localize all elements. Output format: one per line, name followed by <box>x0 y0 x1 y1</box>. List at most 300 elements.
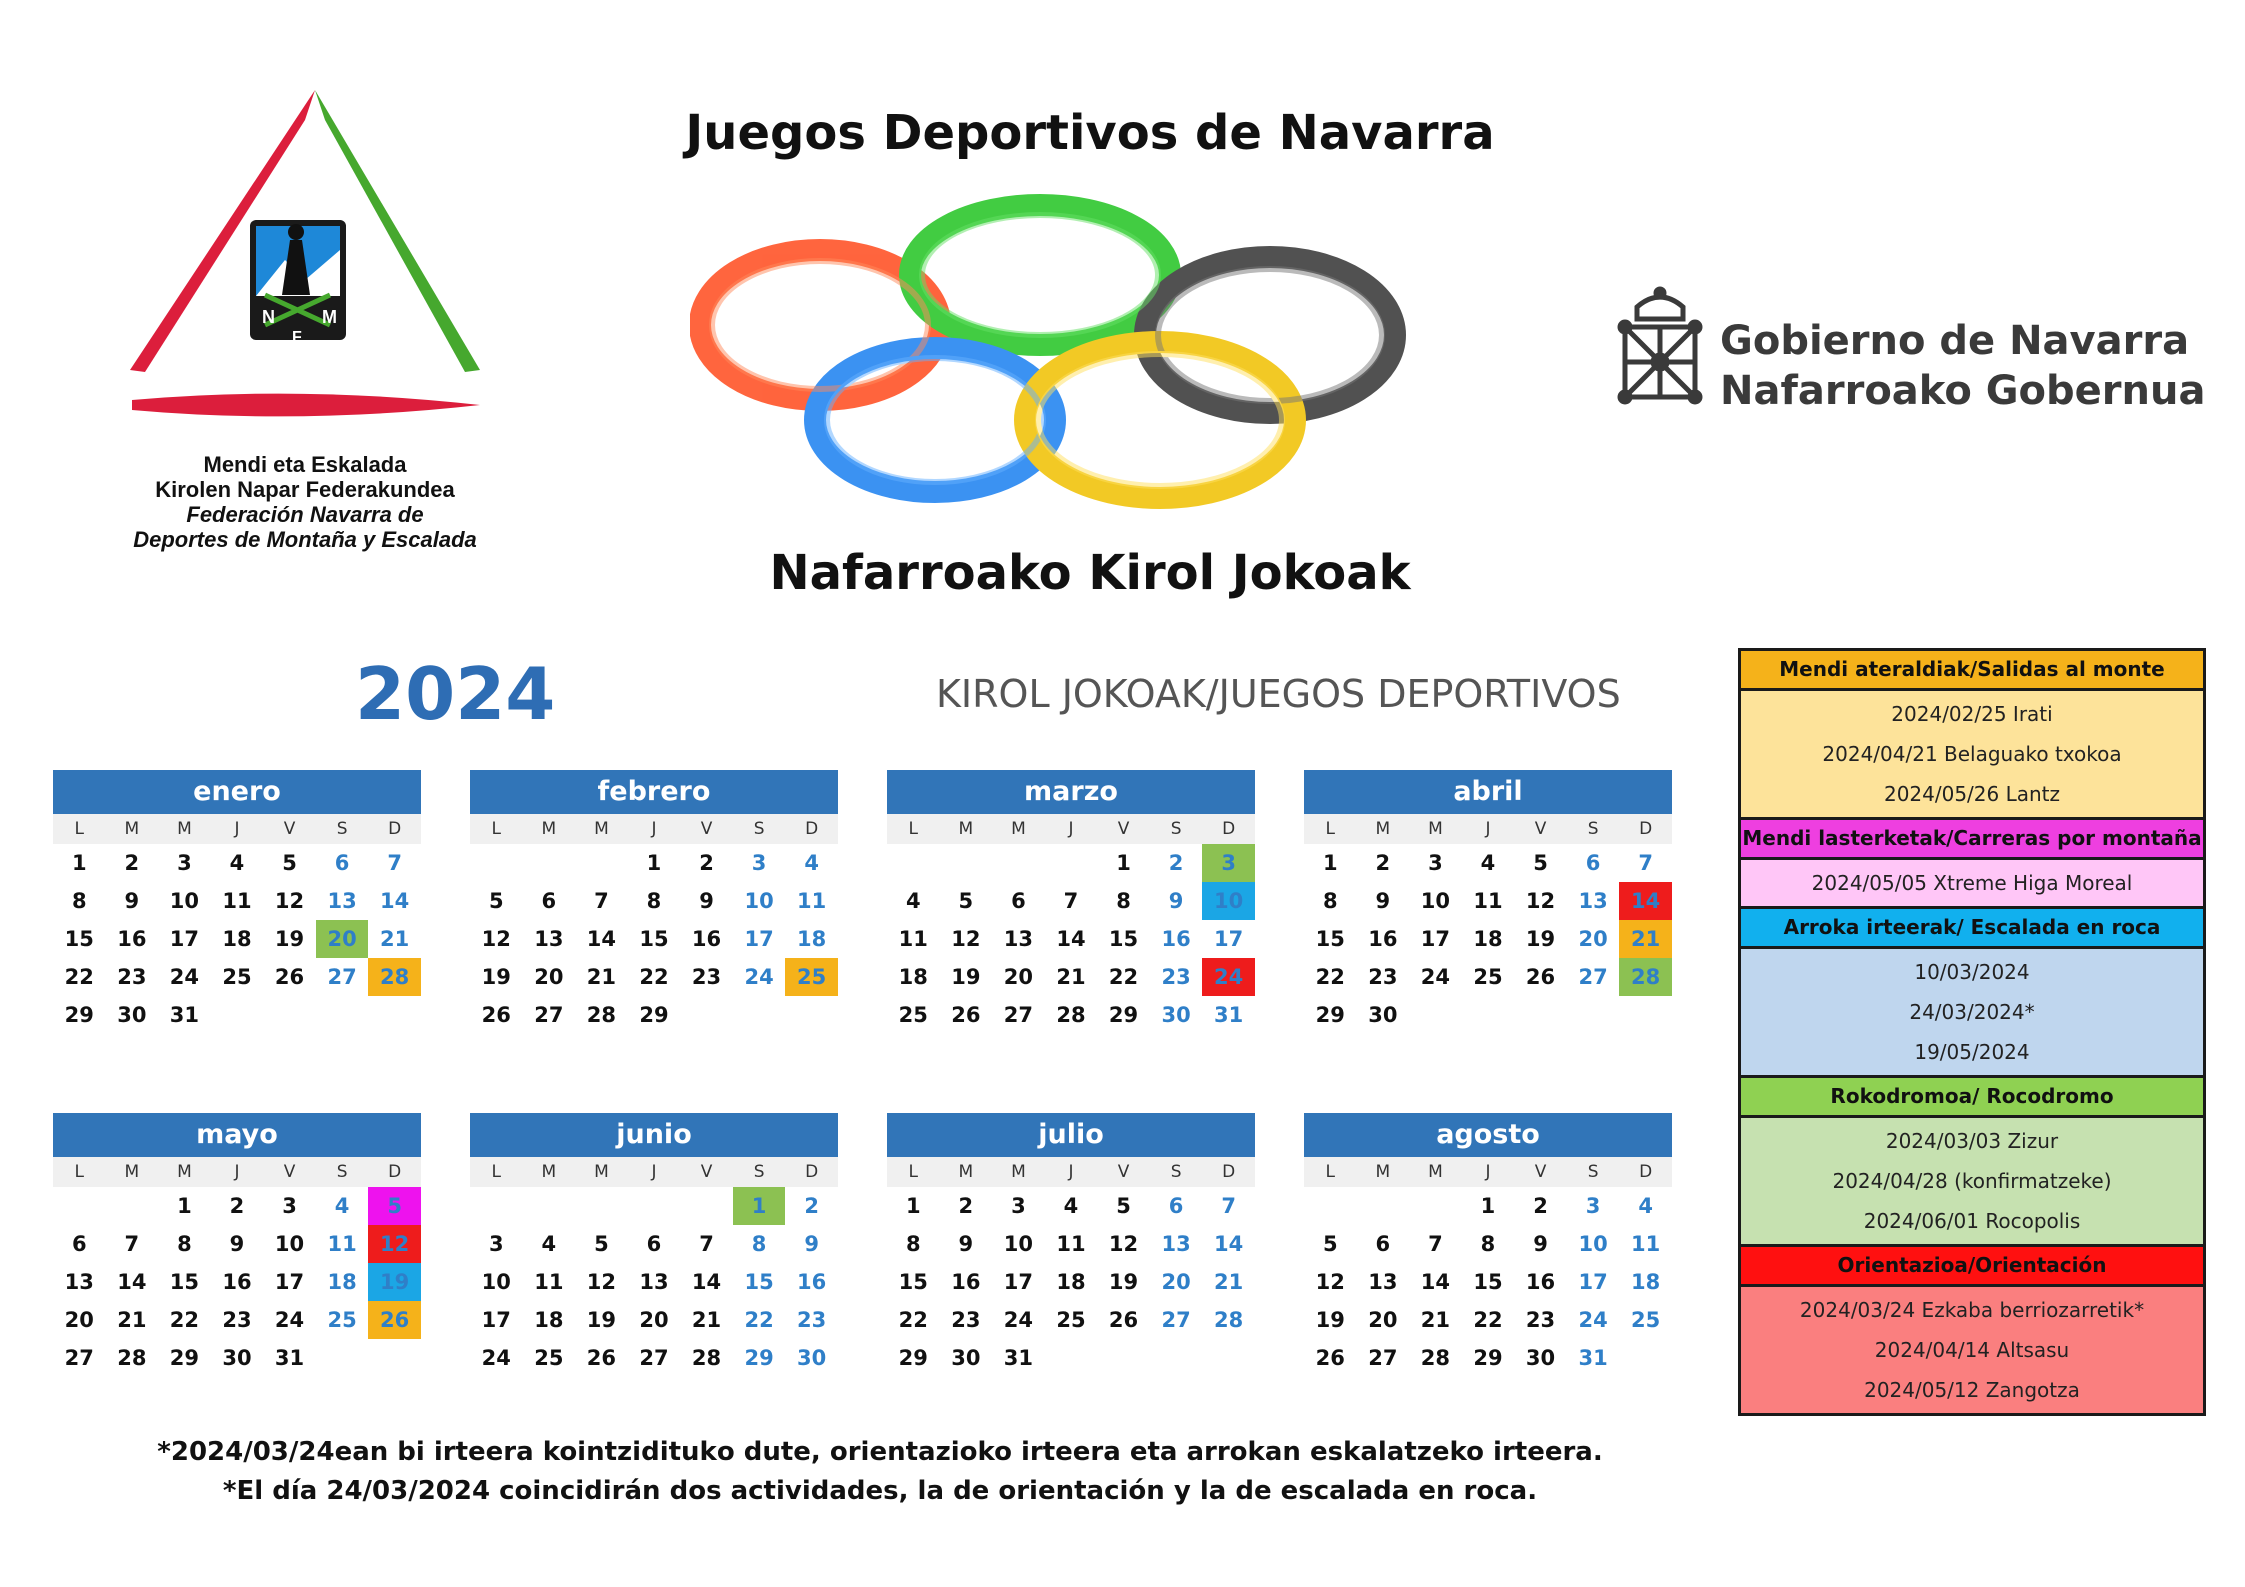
day-cell: 1 <box>177 1194 192 1218</box>
empty-day <box>1409 996 1462 1034</box>
empty-day <box>368 996 421 1034</box>
federation-name-line3: Federación Navarra de <box>186 502 424 527</box>
legend-event: 24/03/2024* <box>1909 1000 2035 1024</box>
weekday-label: J <box>1068 819 1074 839</box>
day-cell: 8 <box>751 1232 767 1256</box>
day-cell: 7 <box>1063 889 1079 913</box>
legend-event: 2024/02/25 Irati <box>1891 702 2053 726</box>
day-cell: 24 <box>1420 965 1451 989</box>
day-cell: 29 <box>744 1346 774 1370</box>
day-cell: 31 <box>169 1003 200 1027</box>
day-cell: 20 <box>1368 1308 1398 1332</box>
month-name: junio <box>470 1113 838 1157</box>
weekday-label: V <box>1117 1162 1130 1182</box>
week-row <box>53 882 421 920</box>
day-cell: 13 <box>1578 889 1608 913</box>
weekday-label: D <box>1639 1162 1653 1182</box>
day-cell: 30 <box>951 1346 981 1370</box>
weekday-label: V <box>1534 1162 1547 1182</box>
day-cell: 1 <box>1116 851 1131 875</box>
government-name-es: Gobierno de Navarra <box>1720 318 2190 364</box>
day-cell: 28 <box>691 1346 722 1370</box>
weekday-label: D <box>805 819 819 839</box>
day-cell: 12 <box>274 889 305 913</box>
day-cell: 5 <box>1116 1194 1131 1218</box>
day-cell: 5 <box>958 889 974 913</box>
week-row <box>1304 1263 1672 1301</box>
day-cell: 29 <box>1108 1003 1139 1027</box>
day-cell: 8 <box>1116 889 1131 913</box>
week-row <box>887 1263 1255 1301</box>
day-cell: 14 <box>117 1270 147 1294</box>
day-cell: 10 <box>481 1270 511 1294</box>
week-row <box>1304 844 1672 882</box>
month-april <box>1304 770 1672 1034</box>
day-cell: 12 <box>1108 1232 1139 1256</box>
day-cell: 18 <box>1473 927 1503 951</box>
weekday-label: J <box>651 819 657 839</box>
day-cell: 14 <box>1619 882 1672 920</box>
empty-day <box>1357 1187 1410 1225</box>
week-row <box>887 1301 1255 1339</box>
week-row <box>887 844 1255 882</box>
weekday-header <box>1304 814 1672 844</box>
day-cell: 2 <box>1533 1194 1548 1218</box>
day-cell: 10 <box>1003 1232 1034 1256</box>
month-july <box>887 1113 1255 1377</box>
month-march <box>887 770 1255 1034</box>
day-cell: 27 <box>534 1003 564 1027</box>
day-cell: 25 <box>222 965 252 989</box>
day-cell: 20 <box>1578 927 1608 951</box>
week-row <box>470 920 838 958</box>
day-cell: 23 <box>1525 1308 1556 1332</box>
day-cell: 13 <box>639 1270 669 1294</box>
day-cell: 9 <box>1533 1232 1548 1256</box>
day-cell: 25 <box>1631 1308 1661 1332</box>
federation-name-line4: Deportes de Montaña y Escalada <box>133 527 477 552</box>
weekday-label: L <box>908 819 919 839</box>
weekday-label: L <box>1325 819 1336 839</box>
calendar-year: 2024 <box>355 652 556 736</box>
day-cell: 8 <box>1480 1232 1496 1256</box>
day-cell: 22 <box>64 965 94 989</box>
day-cell: 27 <box>1368 1346 1398 1370</box>
day-cell: 12 <box>481 927 511 951</box>
day-cell: 5 <box>488 889 504 913</box>
day-cell: 13 <box>327 889 357 913</box>
day-cell: 17 <box>1214 927 1244 951</box>
day-cell: 3 <box>1202 844 1255 882</box>
day-cell: 11 <box>797 889 827 913</box>
week-row <box>887 882 1255 920</box>
empty-day <box>887 844 940 882</box>
day-cell: 17 <box>274 1270 305 1294</box>
day-cell: 31 <box>274 1346 305 1370</box>
day-cell: 29 <box>1315 1003 1345 1027</box>
day-cell: 11 <box>1056 1232 1086 1256</box>
day-cell: 11 <box>222 889 252 913</box>
weekday-label: S <box>336 1162 348 1182</box>
federation-logo <box>100 80 510 550</box>
legend-category-header: Orientazioa/Orientación <box>1741 1247 2203 1287</box>
week-row <box>53 996 421 1034</box>
month-name: enero <box>53 770 421 814</box>
empty-day <box>1202 1339 1255 1377</box>
day-cell: 28 <box>117 1346 147 1370</box>
day-cell: 24 <box>169 965 200 989</box>
week-row <box>470 1187 838 1225</box>
day-cell: 26 <box>951 1003 981 1027</box>
weekday-label: L <box>74 1162 85 1182</box>
empty-day <box>1619 996 1672 1034</box>
empty-day <box>470 1187 523 1225</box>
day-cell: 7 <box>124 1232 140 1256</box>
day-cell: 3 <box>488 1232 504 1256</box>
weekday-label: V <box>283 819 296 839</box>
day-cell: 8 <box>1322 889 1338 913</box>
weekday-label: D <box>388 1162 402 1182</box>
day-cell: 14 <box>1056 927 1086 951</box>
empty-day <box>263 996 316 1034</box>
day-cell: 20 <box>639 1308 669 1332</box>
day-cell: 12 <box>951 927 981 951</box>
empty-day <box>523 1187 576 1225</box>
weekday-header <box>1304 1157 1672 1187</box>
day-cell: 1 <box>733 1187 786 1225</box>
empty-day <box>316 1339 369 1377</box>
day-cell: 18 <box>797 927 827 951</box>
day-cell: 15 <box>1108 927 1139 951</box>
weekday-label: M <box>958 819 974 839</box>
week-row <box>887 1225 1255 1263</box>
empty-day <box>680 1187 733 1225</box>
day-cell: 3 <box>1428 851 1443 875</box>
day-cell: 20 <box>1161 1270 1191 1294</box>
day-cell: 9 <box>699 889 714 913</box>
weekday-label: M <box>1011 1162 1026 1182</box>
day-cell: 15 <box>639 927 669 951</box>
empty-day <box>575 1187 628 1225</box>
day-cell: 16 <box>117 927 147 951</box>
day-cell: 21 <box>1214 1270 1244 1294</box>
week-row <box>470 1225 838 1263</box>
day-cell: 19 <box>951 965 981 989</box>
weekday-label: M <box>124 1162 140 1182</box>
weekday-header <box>53 814 421 844</box>
week-row <box>53 1263 421 1301</box>
day-cell: 23 <box>222 1308 252 1332</box>
day-cell: 27 <box>1161 1308 1191 1332</box>
day-cell: 6 <box>541 889 557 913</box>
day-cell: 2 <box>1168 851 1184 875</box>
weekday-label: M <box>1375 819 1391 839</box>
day-cell: 8 <box>177 1232 192 1256</box>
day-cell: 25 <box>785 958 838 996</box>
day-cell: 30 <box>222 1346 252 1370</box>
day-cell: 10 <box>1578 1232 1608 1256</box>
weekday-label: S <box>1170 1162 1182 1182</box>
week-row <box>887 958 1255 996</box>
day-cell: 1 <box>646 851 662 875</box>
day-cell: 28 <box>1420 1346 1451 1370</box>
day-cell: 20 <box>64 1308 94 1332</box>
day-cell: 26 <box>274 965 305 989</box>
day-cell: 29 <box>64 1003 94 1027</box>
weekday-label: D <box>1639 819 1653 839</box>
week-row <box>1304 1187 1672 1225</box>
day-cell: 4 <box>1638 1194 1653 1218</box>
empty-day <box>1567 996 1620 1034</box>
day-cell: 30 <box>1525 1346 1556 1370</box>
day-cell: 4 <box>541 1232 557 1256</box>
week-row <box>53 1339 421 1377</box>
day-cell: 1 <box>71 851 87 875</box>
day-cell: 15 <box>898 1270 928 1294</box>
day-cell: 30 <box>1368 1003 1398 1027</box>
week-row <box>887 1339 1255 1377</box>
logo-letter-f: F <box>292 329 302 346</box>
day-cell: 24 <box>481 1346 511 1370</box>
day-cell: 15 <box>169 1270 200 1294</box>
weekday-label: S <box>753 1162 765 1182</box>
day-cell: 28 <box>1619 958 1672 996</box>
calendar-title: KIROL JOKOAK/JUEGOS DEPORTIVOS <box>936 672 1621 716</box>
empty-day <box>368 1339 421 1377</box>
ring-green <box>910 205 1170 345</box>
day-cell: 26 <box>481 1003 511 1027</box>
day-cell: 20 <box>316 920 369 958</box>
empty-day <box>1150 1339 1203 1377</box>
day-cell: 22 <box>744 1308 774 1332</box>
footnote-basque: *2024/03/24ean bi irteera kointziditukо dute, orientazioko irteera eta arrokan eskalatzeko irteera. <box>157 1437 1603 1467</box>
day-cell: 31 <box>1003 1346 1034 1370</box>
day-cell: 1 <box>1322 851 1338 875</box>
page-subtitle: Nafarroako Kirol Jokoak <box>769 545 1411 601</box>
legend-category-header: Mendi lasterketak/Carreras por montaña <box>1741 820 2203 860</box>
day-cell: 16 <box>1368 927 1398 951</box>
rings-graphic <box>690 180 1510 530</box>
weekday-label: S <box>1587 819 1599 839</box>
weekday-header <box>470 814 838 844</box>
empty-day <box>211 996 264 1034</box>
day-cell: 19 <box>274 927 305 951</box>
day-cell: 26 <box>1525 965 1556 989</box>
day-cell: 11 <box>327 1232 357 1256</box>
legend-category-items <box>1741 1118 2203 1247</box>
day-cell: 10 <box>169 889 200 913</box>
activity-legend <box>1738 648 2206 1416</box>
day-cell: 5 <box>594 1232 609 1256</box>
day-cell: 27 <box>639 1346 669 1370</box>
day-cell: 22 <box>639 965 669 989</box>
day-cell: 22 <box>169 1308 200 1332</box>
day-cell: 4 <box>334 1194 350 1218</box>
legend-event: 2024/05/26 Lantz <box>1883 782 2061 806</box>
day-cell: 28 <box>368 958 421 996</box>
weekday-label: M <box>594 1162 609 1182</box>
empty-day <box>1409 1187 1462 1225</box>
day-cell: 8 <box>905 1232 921 1256</box>
weekday-label: M <box>1011 819 1026 839</box>
week-row <box>1304 958 1672 996</box>
day-cell: 17 <box>1003 1270 1034 1294</box>
legend-event: 2024/04/28 (konfirmatzeke) <box>1832 1169 2112 1193</box>
day-cell: 5 <box>368 1187 421 1225</box>
weekday-label: M <box>1428 1162 1443 1182</box>
legend-category-header: Mendi ateraldiak/Salidas al monte <box>1741 651 2203 691</box>
day-cell: 18 <box>898 965 928 989</box>
page-title: Juegos Deportivos de Navarra <box>685 105 1495 161</box>
day-cell: 10 <box>274 1232 305 1256</box>
week-row <box>1304 882 1672 920</box>
empty-day <box>940 844 993 882</box>
day-cell: 31 <box>1214 1003 1244 1027</box>
weekday-header <box>887 1157 1255 1187</box>
weekday-label: M <box>177 1162 192 1182</box>
weekday-label: L <box>1325 1162 1336 1182</box>
day-cell: 2 <box>124 851 140 875</box>
empty-day <box>470 844 523 882</box>
day-cell: 28 <box>1056 1003 1086 1027</box>
week-row <box>53 920 421 958</box>
month-february <box>470 770 838 1034</box>
empty-day <box>1462 996 1515 1034</box>
weekday-label: L <box>491 819 502 839</box>
day-cell: 30 <box>117 1003 147 1027</box>
weekday-header <box>887 814 1255 844</box>
day-cell: 25 <box>1473 965 1503 989</box>
month-name: agosto <box>1304 1113 1672 1157</box>
day-cell: 13 <box>1003 927 1034 951</box>
day-cell: 27 <box>327 965 357 989</box>
weekday-label: M <box>594 819 609 839</box>
empty-day <box>1097 1339 1150 1377</box>
legend-category-header: Rokodromoa/ Rocodromo <box>1741 1078 2203 1118</box>
empty-day <box>53 1187 106 1225</box>
day-cell: 19 <box>1525 927 1556 951</box>
month-name: febrero <box>470 770 838 814</box>
day-cell: 10 <box>744 889 774 913</box>
day-cell: 6 <box>1585 851 1601 875</box>
day-cell: 6 <box>71 1232 87 1256</box>
empty-day <box>785 996 838 1034</box>
government-name-eu: Nafarroako Gobernua <box>1720 368 2206 414</box>
day-cell: 26 <box>368 1301 421 1339</box>
day-cell: 20 <box>1003 965 1034 989</box>
day-cell: 4 <box>804 851 819 875</box>
day-cell: 20 <box>534 965 564 989</box>
legend-event: 2024/06/01 Rocopolis <box>1863 1209 2081 1233</box>
weekday-header <box>53 1157 421 1187</box>
day-cell: 23 <box>691 965 722 989</box>
day-cell: 12 <box>368 1225 421 1263</box>
day-cell: 6 <box>1375 1232 1391 1256</box>
day-cell: 14 <box>380 889 410 913</box>
federation-name-line1: Mendi eta Eskalada <box>203 452 407 477</box>
day-cell: 10 <box>1202 882 1255 920</box>
weekday-label: S <box>1587 1162 1599 1182</box>
empty-day <box>1045 844 1098 882</box>
day-cell: 13 <box>534 927 564 951</box>
day-cell: 12 <box>1315 1270 1345 1294</box>
day-cell: 27 <box>64 1346 94 1370</box>
day-cell: 29 <box>639 1003 669 1027</box>
day-cell: 9 <box>1375 889 1391 913</box>
day-cell: 11 <box>1473 889 1503 913</box>
day-cell: 23 <box>1368 965 1398 989</box>
weekday-label: J <box>1068 1162 1074 1182</box>
day-cell: 16 <box>951 1270 981 1294</box>
weekday-label: L <box>491 1162 502 1182</box>
week-row <box>887 1187 1255 1225</box>
legend-category-header: Arroka irteerak/ Escalada en roca <box>1741 909 2203 949</box>
federation-name-line2: Kirolen Napar Federakundea <box>155 477 455 502</box>
day-cell: 7 <box>594 889 609 913</box>
weekday-label: J <box>1485 819 1491 839</box>
day-cell: 19 <box>368 1263 421 1301</box>
legend-category-items <box>1741 1287 2203 1413</box>
logo-letter-n: N <box>262 307 275 327</box>
day-cell: 17 <box>1578 1270 1608 1294</box>
legend-event: 2024/05/12 Zangotza <box>1864 1378 2080 1402</box>
day-cell: 21 <box>117 1308 147 1332</box>
government-logo <box>1615 285 2206 425</box>
day-cell: 29 <box>169 1346 200 1370</box>
weekday-label: S <box>753 819 765 839</box>
day-cell: 15 <box>64 927 94 951</box>
legend-category-items <box>1741 860 2203 909</box>
week-row <box>470 958 838 996</box>
day-cell: 30 <box>797 1346 827 1370</box>
day-cell: 27 <box>1578 965 1608 989</box>
empty-day <box>1514 996 1567 1034</box>
day-cell: 2 <box>229 1194 245 1218</box>
day-cell: 8 <box>646 889 662 913</box>
empty-day <box>1304 1187 1357 1225</box>
month-name: marzo <box>887 770 1255 814</box>
day-cell: 7 <box>1638 851 1653 875</box>
day-cell: 26 <box>1108 1308 1139 1332</box>
weekday-header <box>470 1157 838 1187</box>
day-cell: 18 <box>1056 1270 1086 1294</box>
day-cell: 25 <box>534 1346 564 1370</box>
weekday-label: S <box>1170 819 1182 839</box>
day-cell: 24 <box>744 965 774 989</box>
day-cell: 21 <box>380 927 410 951</box>
day-cell: 24 <box>1578 1308 1608 1332</box>
week-row <box>887 996 1255 1034</box>
day-cell: 10 <box>1420 889 1451 913</box>
day-cell: 5 <box>282 851 297 875</box>
month-january <box>53 770 421 1034</box>
legend-event: 19/05/2024 <box>1914 1040 2030 1064</box>
month-name: abril <box>1304 770 1672 814</box>
legend-event: 2024/03/24 Ezkaba berriozarretik* <box>1799 1298 2145 1322</box>
day-cell: 23 <box>117 965 147 989</box>
day-cell: 23 <box>951 1308 981 1332</box>
day-cell: 3 <box>282 1194 297 1218</box>
month-name: mayo <box>53 1113 421 1157</box>
empty-day <box>316 996 369 1034</box>
day-cell: 2 <box>804 1194 819 1218</box>
legend-event: 2024/04/14 Altsasu <box>1874 1338 2070 1362</box>
day-cell: 15 <box>1473 1270 1503 1294</box>
day-cell: 6 <box>334 851 350 875</box>
day-cell: 2 <box>1375 851 1391 875</box>
weekday-label: M <box>1428 819 1443 839</box>
week-row <box>1304 996 1672 1034</box>
